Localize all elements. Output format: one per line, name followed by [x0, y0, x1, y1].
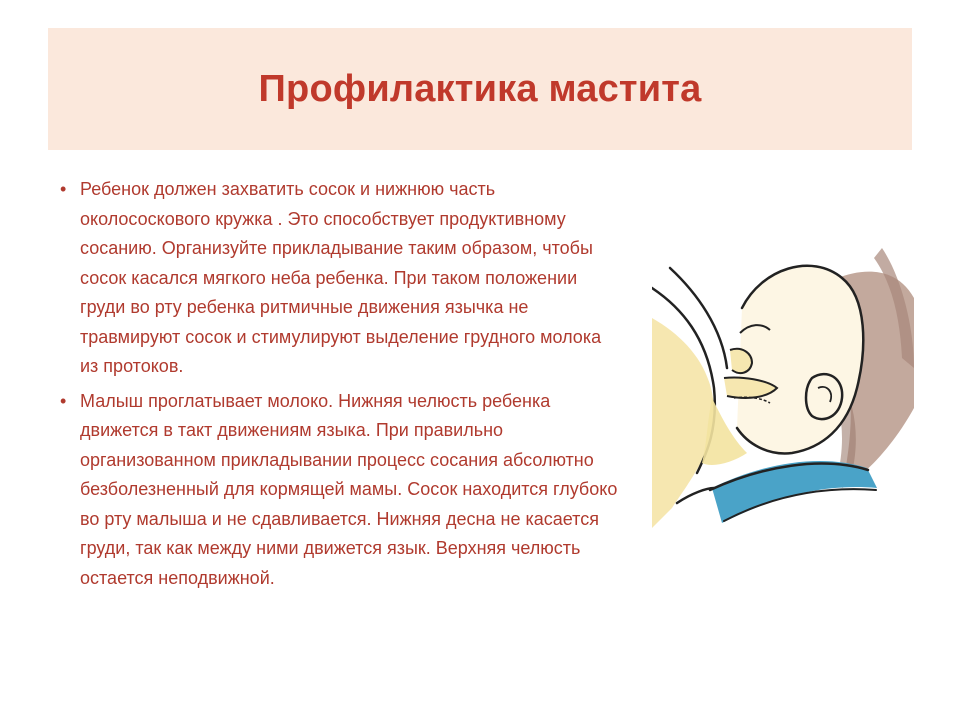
list-item [60, 387, 620, 594]
breastfeeding-baby-illustration [652, 238, 918, 528]
bullet-text: Ребенок должен захватить сосок и нижнюю часть околососкового кружка . Это способствует продуктивному сосанию. Организуйте прикладывание таким образом, чтобы сосок касался мягкого неба ребенка. При таком положении груди во рту ребенка ритмичные движения язычка не травмируют сосок и стимулируют выделение грудного молока из протоков. [80, 179, 602, 376]
title-band [48, 28, 912, 150]
bullet-icon: • [60, 390, 67, 411]
slide-title: Профилактика мастита [258, 67, 702, 110]
bullet-text: Малыш проглатывает молоко. Нижняя челюсть ребенка движется в такт движениям языка. При правильно организованном прикладывании процесс сосания абсолютно безболезненный для кормящей мамы. Сосок находится глубоко во рту малыша и не сдавливается. Нижняя десна не касается груди, так как между ними движется язык. Верхняя челюсть остается неподвижной. [80, 390, 618, 588]
slide-content [60, 175, 620, 598]
bullet-icon: • [60, 179, 67, 199]
bullet-list [60, 175, 620, 593]
baby-nursing-icon [652, 238, 918, 528]
list-item [60, 175, 620, 382]
